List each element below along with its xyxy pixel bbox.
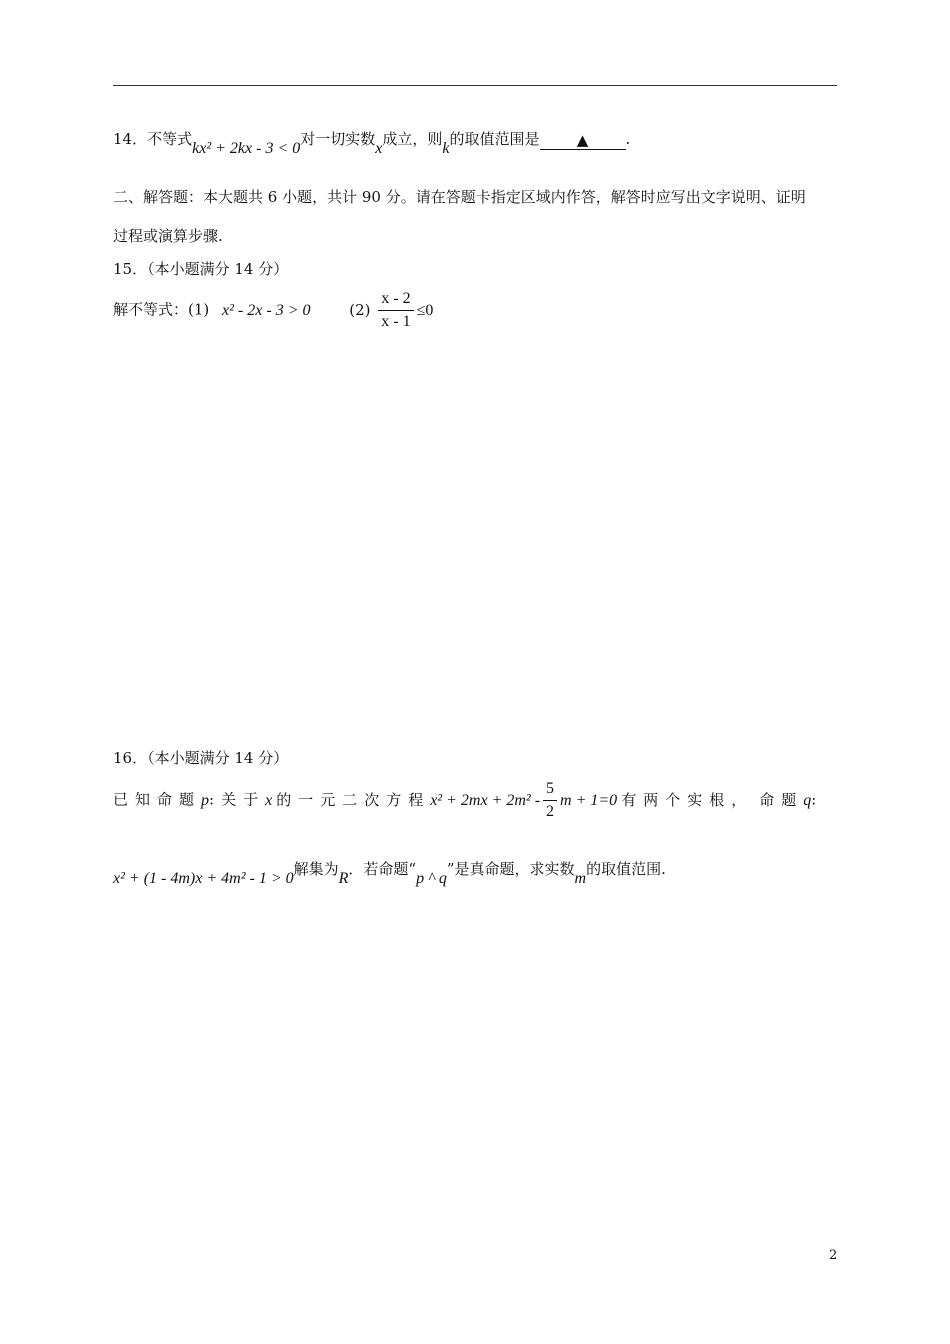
q16-equation-a: x² + 2mx + 2m² -: [430, 791, 541, 809]
q14-number: 14．: [113, 130, 148, 148]
question-14: [113, 128, 631, 157]
q15-part2-label: (2): [349, 300, 371, 319]
section2-line2: 过程或演算步骤.: [113, 227, 223, 245]
question-15-body: [113, 290, 433, 331]
q15-inequality-1: x² - 2x - 3 > 0: [222, 301, 311, 319]
q14-var-x: x: [375, 140, 383, 157]
q14-var-k: k: [442, 140, 450, 157]
q16-text-e: 命题: [759, 790, 804, 809]
q15-lead: 解不等式：(1): [113, 300, 210, 319]
q16-equation-b: m + 1=0: [560, 791, 618, 809]
q16-text-f: 解集为: [293, 860, 339, 878]
q16-var-q: q: [803, 791, 812, 809]
page-number: 2: [829, 1248, 838, 1263]
q16-inequality: x² + (1 - 4m)x + 4m² - 1 > 0: [113, 870, 294, 887]
q16-var-p: p: [201, 791, 210, 809]
q16-var-m: m: [574, 870, 587, 887]
q14-inequality: kx² + 2kx - 3 < 0: [192, 140, 301, 157]
q16-text-d: 有两个实根，: [621, 790, 754, 809]
q16-fraction: [543, 780, 557, 821]
q16-colon: :: [811, 790, 817, 809]
q14-end: .: [625, 130, 631, 148]
q15-header: 15．（本小题满分 14 分）: [113, 260, 289, 278]
header-rule: [113, 85, 837, 86]
answer-blank: [540, 131, 626, 150]
q14-text-b: 对一切实数: [300, 130, 376, 148]
q14-text-a: 不等式: [147, 130, 193, 148]
q16-text-c: 的一元二次方程: [276, 790, 431, 809]
q16-var-x: x: [265, 791, 273, 809]
section2-line1: 二、解答题：本大题共 6 小题，共计 90 分。请在答题卡指定区域内作答，解答时应写出文字说明、证明: [113, 188, 806, 206]
q15-fraction-numerator: x - 2: [378, 290, 413, 311]
q15-relation: ≤0: [416, 301, 434, 319]
q16-set-R: R: [338, 870, 349, 887]
question-16-line2: [113, 858, 666, 887]
q15-fraction-denominator: x - 1: [381, 313, 411, 330]
q16-p-and-q: p ^ q: [416, 870, 447, 887]
q15-fraction: [378, 290, 413, 331]
q16-text-i: 的取值范围.: [586, 860, 666, 878]
q16-header: 16．（本小题满分 14 分）: [113, 749, 289, 767]
question-16-line1: [113, 780, 816, 821]
q16-text-b: :关于: [209, 790, 266, 809]
q16-text-a: 已知命题: [113, 790, 202, 809]
q14-text-c: 成立，则: [382, 130, 443, 148]
q16-text-h: ”是真命题，求实数: [446, 860, 575, 878]
q16-fraction-numerator: 5: [543, 780, 557, 801]
q16-fraction-denominator: 2: [546, 803, 555, 820]
q14-text-d: 的取值范围是: [449, 130, 540, 148]
triangle-icon: ▲: [576, 131, 589, 149]
q16-text-g: ．若命题“: [348, 860, 417, 878]
